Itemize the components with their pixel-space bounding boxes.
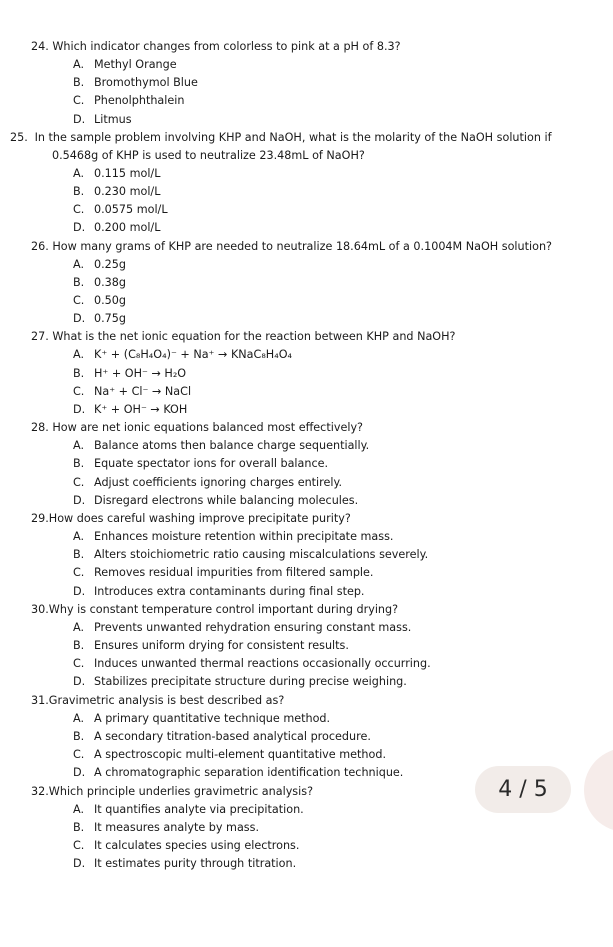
option-letter: B. [73, 639, 85, 653]
option-b [0, 74, 613, 92]
option-letter: A. [73, 348, 85, 362]
question-number: 29. [31, 512, 49, 526]
question-text: 25. In the sample problem involving KHP and NaOH, what is the molarity of the NaOH solution if 0.5468g of KHP is used to neutralize 23.48mL of NaOH? [10, 130, 552, 162]
option-letter: D. [73, 312, 86, 326]
question-28 [0, 419, 613, 510]
question-prompt: In the sample problem involving KHP and NaOH, what is the molarity of the NaOH solution if 0.5468g of KHP is used to neutralize 23.48mL of NaOH? [34, 130, 552, 162]
option-letter: B. [73, 275, 85, 289]
option-letter: C. [73, 384, 85, 398]
option-text: A chromatographic separation identification technique. [94, 766, 404, 780]
question-24 [0, 38, 613, 129]
option-d [0, 673, 613, 691]
option-a [0, 710, 613, 728]
option-c [0, 837, 613, 855]
option-text: A primary quantitative technique method. [94, 711, 331, 725]
option-a [0, 346, 613, 364]
option-letter: C. [73, 838, 85, 852]
option-b [0, 183, 613, 201]
option-letter: B. [73, 185, 85, 199]
option-text: Na⁺ + Cl⁻ → NaCl [94, 384, 192, 398]
option-letter: C. [73, 203, 85, 217]
option-text: Disregard electrons while balancing molecules. [94, 493, 359, 507]
question-text [0, 328, 613, 346]
question-number: 31. [31, 693, 49, 707]
option-c [0, 92, 613, 110]
option-text: Phenolphthalein [94, 94, 185, 108]
page-indicator [475, 766, 571, 813]
option-letter: D. [73, 403, 86, 417]
option-text: Alters stoichiometric ratio causing miscalculations severely. [94, 548, 429, 562]
question-text [0, 510, 613, 528]
option-letter: A. [73, 439, 85, 453]
option-d [0, 492, 613, 510]
option-a [0, 437, 613, 455]
option-d [0, 310, 613, 328]
question-text [0, 419, 613, 437]
option-b [0, 274, 613, 292]
option-letter: A. [73, 257, 85, 271]
option-text: 0.25g [94, 257, 127, 271]
option-letter: A. [73, 620, 85, 634]
option-c [0, 564, 613, 582]
option-text: 0.38g [94, 275, 127, 289]
question-prompt: How are net ionic equations balanced most effectively? [52, 421, 363, 435]
option-text: Stabilizes precipitate structure during precise weighing. [94, 675, 407, 689]
option-c [0, 474, 613, 492]
option-d [0, 401, 613, 419]
option-b [0, 455, 613, 473]
option-text: Bromothymol Blue [94, 76, 198, 90]
option-text: It measures analyte by mass. [94, 820, 260, 834]
question-prompt: Which principle underlies gravimetric analysis? [48, 784, 314, 798]
option-text: A secondary titration-based analytical procedure. [94, 729, 371, 743]
option-c [0, 383, 613, 401]
option-letter: B. [73, 548, 85, 562]
option-d [0, 855, 613, 873]
option-text: K⁺ + (C₈H₄O₄)⁻ + Na⁺ → KNaC₈H₄O₄ [94, 348, 292, 362]
option-text: 0.230 mol/L [94, 185, 161, 199]
option-text: Equate spectator ions for overall balance. [94, 457, 329, 471]
question-29 [0, 510, 613, 601]
option-c [0, 292, 613, 310]
option-text: Prevents unwanted rehydration ensuring constant mass. [94, 620, 412, 634]
option-text: 0.50g [94, 294, 127, 308]
option-letter: D. [73, 675, 86, 689]
question-26 [0, 238, 613, 329]
option-c [0, 201, 613, 219]
option-letter: D. [73, 857, 86, 871]
option-letter: D. [73, 221, 86, 235]
option-a [0, 256, 613, 274]
option-text: 0.115 mol/L [94, 166, 161, 180]
option-d [0, 111, 613, 129]
option-b [0, 365, 613, 383]
option-d [0, 583, 613, 601]
option-letter: A. [73, 166, 85, 180]
question-number: 27. [31, 330, 49, 344]
question-prompt: Which indicator changes from colorless to pink at a pH of 8.3? [52, 40, 401, 53]
question-30 [0, 601, 613, 692]
option-letter: C. [73, 657, 85, 671]
option-letter: B. [73, 820, 85, 834]
option-text: It quantifies analyte via precipitation. [94, 802, 304, 816]
option-letter: A. [73, 530, 85, 544]
document-body [0, 38, 613, 873]
question-text [0, 601, 613, 619]
option-letter: C. [73, 294, 85, 308]
option-letter: C. [73, 566, 85, 580]
option-b [0, 819, 613, 837]
option-a [0, 165, 613, 183]
option-b [0, 546, 613, 564]
option-letter: C. [73, 748, 85, 762]
option-text: It estimates purity through titration. [94, 857, 297, 871]
option-a [0, 56, 613, 74]
question-prompt: What is the net ionic equation for the reaction between KHP and NaOH? [52, 330, 456, 344]
option-letter: D. [73, 766, 86, 780]
option-letter: A. [73, 711, 85, 725]
option-d [0, 219, 613, 237]
option-text: Litmus [94, 112, 132, 126]
option-letter: D. [73, 112, 86, 126]
option-a [0, 619, 613, 637]
question-prompt: Why is constant temperature control important during drying? [48, 602, 399, 616]
option-letter: B. [73, 366, 85, 380]
option-text: It calculates species using electrons. [94, 838, 300, 852]
question-number: 26. [31, 239, 49, 253]
question-25 [0, 129, 613, 238]
option-text: K⁺ + OH⁻ → KOH [94, 403, 188, 417]
option-letter: C. [73, 94, 85, 108]
option-text: Balance atoms then balance charge sequentially. [94, 439, 370, 453]
question-prompt: Gravimetric analysis is best described as? [48, 693, 285, 707]
option-text: 0.75g [94, 312, 127, 326]
option-text: H⁺ + OH⁻ → H₂O [94, 366, 187, 380]
option-letter: C. [73, 475, 85, 489]
question-text [0, 38, 613, 56]
option-letter: A. [73, 58, 85, 71]
option-letter: A. [73, 802, 85, 816]
option-c [0, 746, 613, 764]
question-number: 24. [31, 40, 49, 53]
question-text [0, 692, 613, 710]
question-number: 30. [31, 602, 49, 616]
question-prompt: How many grams of KHP are needed to neutralize 18.64mL of a 0.1004M NaOH solution? [52, 239, 553, 253]
page-indicator-label: 4 / 5 [498, 777, 548, 802]
option-text: Introduces extra contaminants during final step. [94, 584, 365, 598]
option-letter: B. [73, 76, 85, 90]
option-text: Removes residual impurities from filtered sample. [94, 566, 374, 580]
option-text: 0.0575 mol/L [94, 203, 168, 217]
option-b [0, 637, 613, 655]
option-c [0, 655, 613, 673]
option-text: Induces unwanted thermal reactions occasionally occurring. [94, 657, 431, 671]
option-letter: D. [73, 584, 86, 598]
option-a [0, 528, 613, 546]
option-b [0, 728, 613, 746]
option-text: Ensures uniform drying for consistent results. [94, 639, 349, 653]
question-prompt: How does careful washing improve precipitate purity? [48, 512, 351, 526]
question-number: 28. [31, 421, 49, 435]
option-text: Enhances moisture retention within precipitate mass. [94, 530, 394, 544]
option-letter: B. [73, 729, 85, 743]
option-text: A spectroscopic multi-element quantitative method. [94, 748, 387, 762]
question-number: 32. [31, 784, 49, 798]
option-text: Methyl Orange [94, 58, 177, 71]
option-letter: B. [73, 457, 85, 471]
option-letter: D. [73, 493, 86, 507]
option-text: 0.200 mol/L [94, 221, 161, 235]
question-text [0, 238, 613, 256]
option-text: Adjust coefficients ignoring charges entirely. [94, 475, 343, 489]
question-27 [0, 328, 613, 419]
